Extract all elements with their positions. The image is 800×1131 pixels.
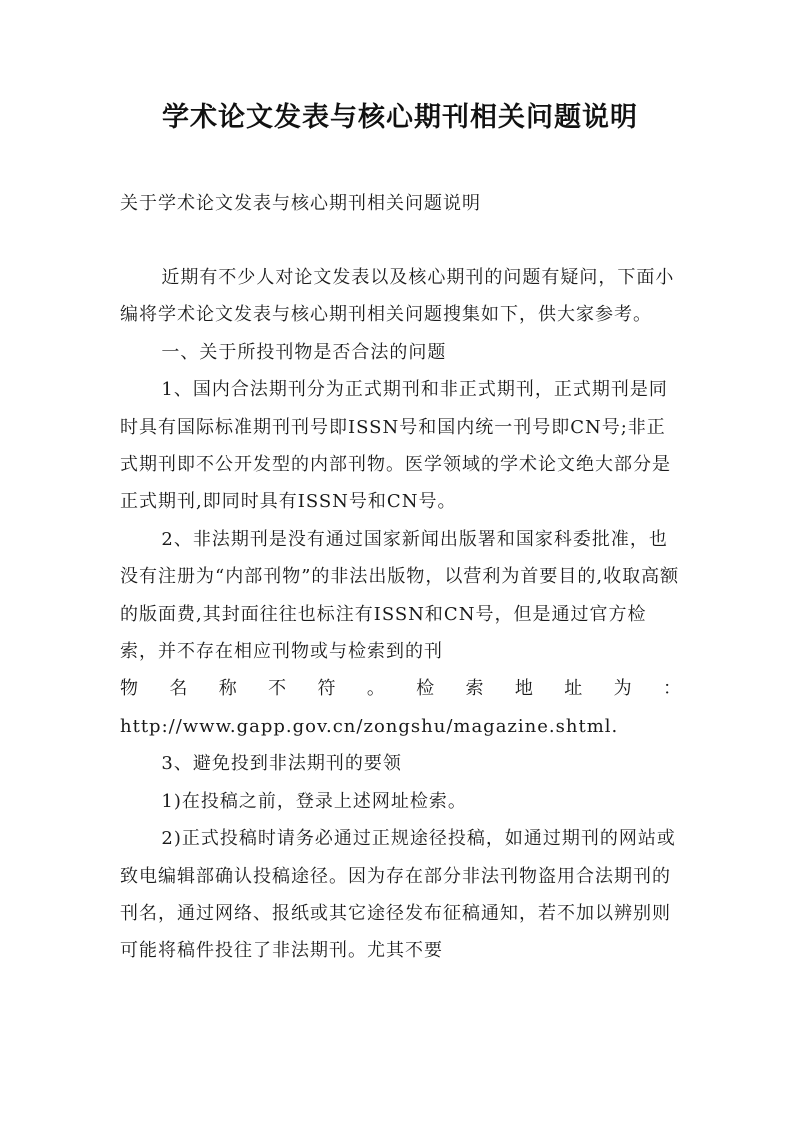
- item-3-sub-1: 1)在投稿之前，登录上述网址检索。: [161, 790, 467, 812]
- document-body: [120, 259, 682, 970]
- search-url: http://www.gapp.gov.cn/zongshu/magazine.shtml.: [120, 715, 619, 737]
- item-1-paragraph: 1、国内合法期刊分为正式期刊和非正式期刊，正式期刊是同时具有国际标准期刊刊号即ISSN号和国内统一刊号即CN号;非正式期刊即不公开发型的内部刊物。医学领域的学术论文绝大部分是正式期刊,即同时具有ISSN号和CN号。: [120, 379, 671, 513]
- document-title: 学术论文发表与核心期刊相关问题说明: [162, 102, 638, 133]
- item-2-spaced-line: 物名称不符。检索地址为：: [120, 678, 682, 700]
- item-3-sub-2: 2)正式投稿时请务必通过正规途径投稿，如通过期刊的网站或致电编辑部确认投稿途径。因为存在部分非法刊物盗用合法期刊的刊名，通过网络、报纸或其它途径发布征稿通知，若不加以辨别则可能将稿件投往了非法期刊。尤其不要: [120, 828, 676, 962]
- document-subtitle: 关于学术论文发表与核心期刊相关问题说明: [120, 193, 481, 214]
- intro-paragraph: 近期有不少人对论文发表以及核心期刊的问题有疑问，下面小编将学术论文发表与核心期刊相关问题搜集如下，供大家参考。: [120, 267, 675, 326]
- item-2-paragraph: 2、非法期刊是没有通过国家新闻出版署和国家科委批准，也没有注册为“内部刊物”的非法出版物，以营利为首要目的,收取高额的版面费,其封面往往也标注有ISSN和CN号，但是通过官方检索，并不存在相应刊物或与检索到的刊: [120, 528, 680, 663]
- item-3-heading: 3、避免投到非法期刊的要领: [161, 753, 402, 775]
- section-heading: 一、关于所投刊物是否合法的问题: [161, 341, 447, 363]
